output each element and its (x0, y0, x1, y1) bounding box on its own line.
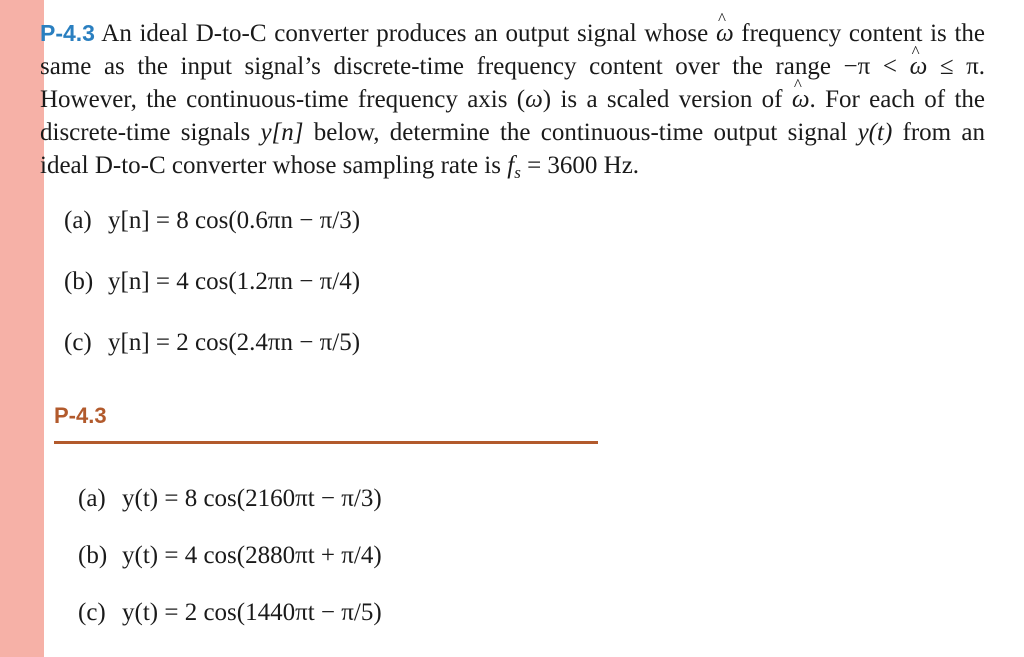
list-item (78, 482, 382, 539)
solution-divider (54, 441, 598, 444)
part-tag: (c) (64, 329, 92, 356)
fs-symbol: f (507, 152, 515, 179)
omega-hat-symbol: ω ^ (792, 83, 810, 116)
part-tag: (b) (64, 268, 94, 295)
answer-tag: (c) (78, 599, 106, 626)
omega-hat-symbol: ω ^ (716, 17, 734, 50)
problem-text-8: = 3600 Hz. (520, 152, 640, 179)
list-item (64, 326, 360, 387)
omega-hat-symbol: ω ^ (910, 50, 928, 83)
answer-tag: (b) (78, 542, 108, 569)
part-tag: (a) (64, 207, 92, 234)
answer-tag: (a) (78, 485, 106, 512)
page-margin-bar (0, 0, 44, 657)
output-name: y(t) (857, 119, 893, 146)
answer-expression: y(t) = 4 cos(2880πt + π/4) (122, 542, 382, 569)
problem-statement (40, 17, 985, 189)
list-item (64, 204, 360, 265)
part-expression: y[n] = 4 cos(1.2πn − π/4) (108, 268, 361, 295)
answer-expression: y(t) = 8 cos(2160πt − π/3) (122, 485, 382, 512)
list-item (78, 596, 382, 653)
part-expression: y[n] = 2 cos(2.4πn − π/5) (108, 329, 361, 356)
solution-label: P-4.3 (54, 403, 107, 428)
solution-answers (78, 482, 382, 653)
omega-symbol: ω (525, 86, 543, 113)
problem-number: P-4.3 (40, 20, 95, 46)
part-expression: y[n] = 8 cos(0.6πn − π/3) (108, 207, 361, 234)
list-item (78, 539, 382, 596)
problem-text-2: frequency content is the same as the input signal’s discrete-time frequency content over the range −π < (40, 20, 985, 80)
fs-subscript: s (514, 163, 521, 182)
problem-text-6: below, determine the continuous-time output signal (303, 119, 858, 146)
problem-text-4: ) is a scaled version of (542, 86, 792, 113)
problem-text-3: ≤ π. However, the continuous-time frequency axis ( (40, 53, 985, 113)
problem-parts (64, 204, 360, 387)
list-item (64, 265, 360, 326)
problem-text-1: An ideal D-to-C converter produces an output signal whose (94, 20, 716, 47)
signal-name: y[n] (260, 119, 304, 146)
answer-expression: y(t) = 2 cos(1440πt − π/5) (122, 599, 382, 626)
problem-text-5: . For each of the discrete-time signals (40, 86, 985, 146)
problem-text-7: from an ideal D-to-C converter whose sampling rate is (40, 119, 985, 179)
